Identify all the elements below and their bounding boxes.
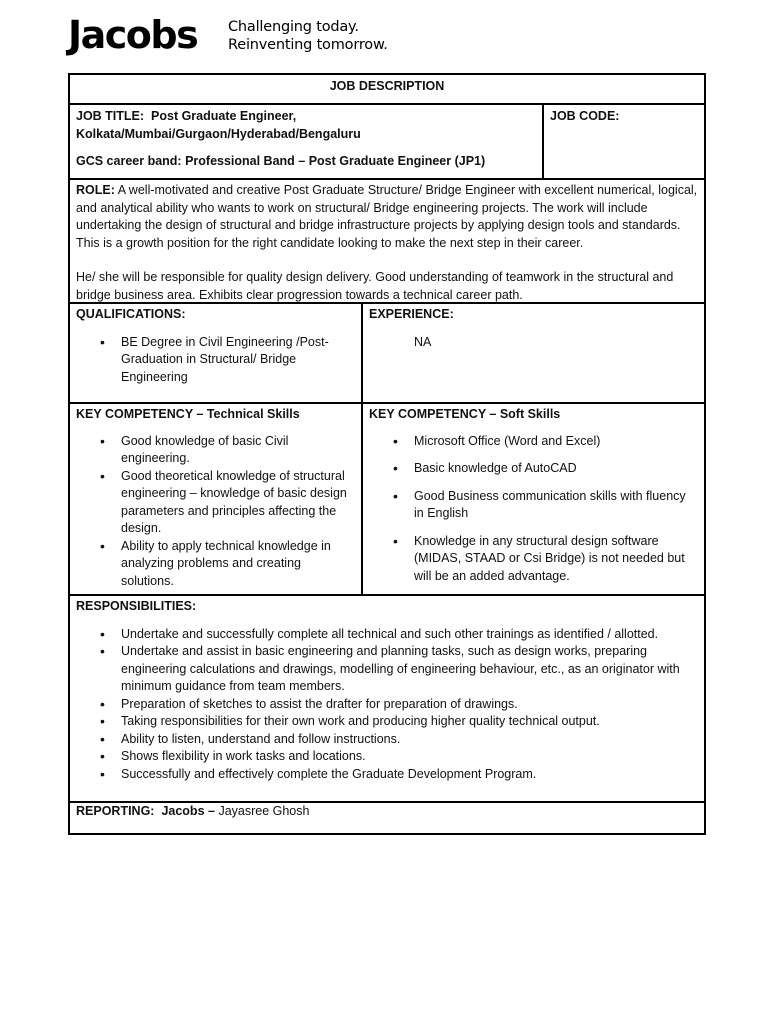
qualifications-row — [70, 304, 704, 404]
reporting-company: Jacobs – — [161, 804, 215, 818]
tagline — [228, 18, 388, 54]
list-item: • Ability to apply technical knowledge in analyzing problems and creating solutions. — [76, 538, 355, 591]
reporting-section — [70, 803, 704, 833]
job-title-label: JOB TITLE: — [76, 109, 145, 123]
list-item: • Good theoretical knowledge of structural engineering – knowledge of basic design parameters and principles affecting the design. — [76, 468, 355, 538]
list-item: • Shows flexibility in work tasks and locations. — [76, 748, 694, 766]
job-title-section — [70, 105, 704, 180]
list-item: • Preparation of sketches to assist the drafter for preparation of drawings. — [76, 696, 694, 714]
qualifications-label: QUALIFICATIONS: — [76, 307, 186, 321]
soft-skills-label: KEY COMPETENCY – Soft Skills — [369, 407, 561, 421]
list-item: • Ability to listen, understand and follow instructions. — [76, 731, 694, 749]
reporting-person: Jayasree Ghosh — [218, 804, 310, 818]
technical-skills-list — [76, 433, 355, 591]
tagline-line-1: Challenging today. — [228, 19, 359, 35]
responsibilities-section — [70, 596, 704, 803]
list-item: • Basic knowledge of AutoCAD — [369, 460, 698, 478]
competency-row — [70, 404, 704, 596]
qualifications-list — [76, 334, 355, 387]
job-title-cell — [70, 105, 544, 178]
qualifications-cell — [70, 304, 363, 402]
list-item: • Successfully and effectively complete the Graduate Development Program. — [76, 766, 694, 784]
list-item: • BE Degree in Civil Engineering /Post-Graduation in Structural/ Bridge Engineering — [76, 334, 355, 387]
list-item: • Knowledge in any structural design software (MIDAS, STAAD or Csi Bridge) is not needed but will be an added advantage. — [369, 533, 698, 586]
job-description-table — [68, 73, 706, 835]
job-title — [76, 108, 536, 143]
job-title-value: Post Graduate Engineer, Kolkata/Mumbai/Gurgaon/Hyderabad/Bengaluru — [76, 109, 361, 141]
role-label: ROLE: — [76, 183, 115, 197]
job-code-label: JOB CODE: — [550, 109, 620, 123]
experience-cell — [363, 304, 704, 402]
soft-skills-cell — [363, 404, 704, 594]
experience-value: NA — [414, 334, 432, 349]
list-item: • Undertake and assist in basic engineering and planning tasks, such as design works, preparing engineering calculations and drawings, modelling of engineering behaviour, etc., as an originator with minimum guidance from team members. — [76, 643, 694, 696]
role-text-2: He/ she will be responsible for quality design delivery. Good understanding of teamwork in the structural and bridge business area. Exhibits clear progression towards a technical career path. — [76, 270, 674, 302]
tagline-line-2: Reinventing tomorrow. — [228, 37, 388, 53]
responsibilities-list — [76, 626, 698, 784]
role-text: A well-motivated and creative Post Graduate Structure/ Bridge Engineer with excellent numerical, logical, and analytical ability who wants to work on structural/ Bridge engineering projects. The work will include undertaking the design of structural and bridge infrastructure projects by applying design tools and standards. This is a growth position for the right candidate looking to make the next step in their career. — [76, 183, 698, 250]
reporting-line — [76, 803, 698, 821]
technical-skills-cell — [70, 404, 363, 594]
soft-skills-list — [369, 433, 698, 586]
list-item: • Undertake and successfully complete all technical and such other trainings as identified / allotted. — [76, 626, 694, 644]
role-paragraph — [76, 182, 698, 252]
list-item: • Good knowledge of basic Civil engineering. — [76, 433, 355, 468]
responsibilities-label: RESPONSIBILITIES: — [76, 599, 197, 613]
experience-label: EXPERIENCE: — [369, 307, 454, 321]
jacobs-logo: Jacobs — [68, 13, 198, 57]
reporting-label: REPORTING: — [76, 804, 155, 818]
technical-skills-label: KEY COMPETENCY – Technical Skills — [76, 407, 300, 421]
list-item: • Good Business communication skills with fluency in English — [369, 488, 698, 523]
list-item: • Microsoft Office (Word and Excel) — [369, 433, 698, 451]
role-section — [70, 180, 704, 304]
list-item: • Taking responsibilities for their own work and producing higher quality technical output. — [76, 713, 694, 731]
doc-title: JOB DESCRIPTION — [70, 75, 704, 105]
career-band: GCS career band: Professional Band – Post Graduate Engineer (JP1) — [76, 154, 486, 168]
page-header — [68, 14, 388, 60]
